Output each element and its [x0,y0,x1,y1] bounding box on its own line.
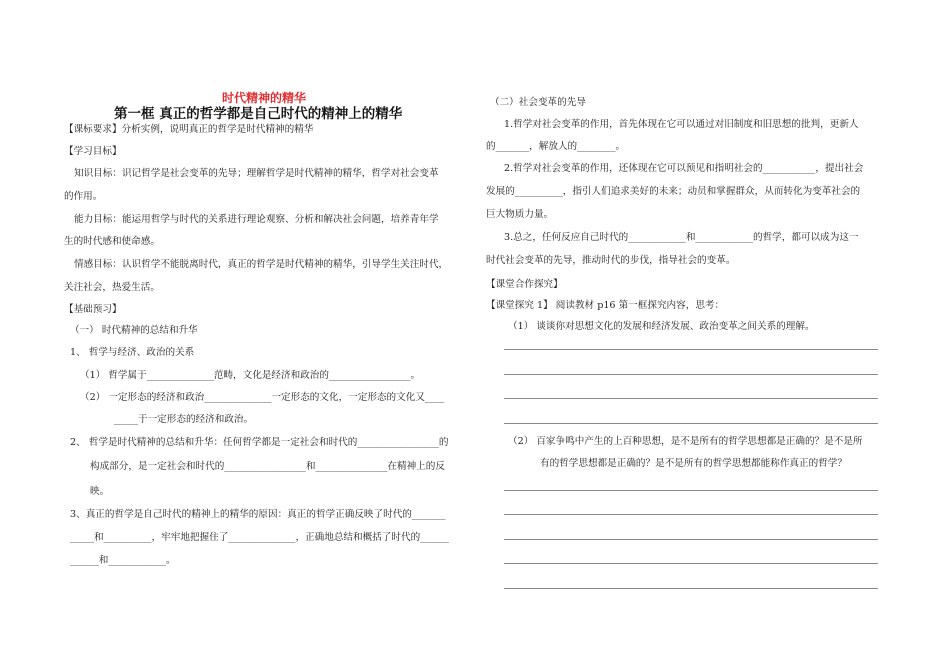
answer-line[interactable] [504,490,878,491]
answer-line[interactable] [504,423,878,424]
question-line: ______和____________。 [70,555,176,566]
question-line: _____于一定形态的经济和政治。 [114,414,254,425]
answer-line[interactable] [504,539,878,540]
answer-line[interactable] [504,374,878,375]
curriculum-requirement: 【课标要求】分析实例，说明真正的哲学是时代精神的精华 [64,124,314,135]
answer-line[interactable] [504,349,878,350]
subsection-heading: （一） 时代精神的总结和升华 [70,325,198,336]
discussion-question: （1） 谈谈你对思想文化的发展和经济发展、政治变革之间关系的理解。 [508,321,815,332]
ability-goal-line: 生的时代感和使命感。 [64,236,160,247]
knowledge-goal-line: 知识目标：识记哲学是社会变革的先导；理解哲学是时代精神的精华，哲学对社会变革 [74,168,439,179]
paragraph-line: 1.哲学对社会变革的作用，首先体现在它可以通过对旧制度和旧思想的批判，更新人 [504,119,859,130]
question-line: 映。 [90,486,110,497]
answer-line[interactable] [504,398,878,399]
inquiry-heading: 【课堂合作探究】 [486,279,563,290]
inquiry-prompt: 【课堂探究 1】 阅读教材 p16 第一框探究内容，思考： [486,300,725,311]
page-title: 时代精神的精华 [222,91,307,105]
preview-heading: 【基础预习】 [64,304,122,315]
section-title: 第一框 真正的哲学都是自己时代的精神上的精华 [114,106,403,122]
answer-line[interactable] [504,563,878,564]
paragraph-line: 的_______，解放人的________。 [486,141,626,152]
paragraph-line: 巨大物质力量。 [486,209,554,220]
discussion-question: 有的哲学思想都是正确的？是不是所有的哲学思想都能称作真正的哲学？ [540,458,847,469]
subsection-heading: （二）社会变革的先导 [490,97,586,108]
question-line: （2） 一定形态的经济和政治______________一定形态的文化，一定形态的文化又____ [80,392,445,403]
emotion-goal-line: 情感目标：认识哲学不能脱离时代，真正的哲学是时代精神的精华，引导学生关注时代， [74,259,449,270]
question-line: 构成部分，是一定社会和时代的_________________和_______________在精神上的反 [90,461,445,472]
paragraph-line: 时代社会变革的先导，推动时代的步伐，指导社会的变革。 [486,255,736,266]
emotion-goal-line: 关注社会，热爱生活。 [64,282,160,293]
ability-goal-line: 能力目标：能运用哲学与时代的关系进行理论观察、分析和解决社会问题，培养青年学 [74,214,439,225]
answer-line[interactable] [504,588,878,589]
paragraph-line: 发展的__________，指引人们追求美好的未来；动员和掌握群众，从而转化为变革社会的 [486,186,861,197]
question-line: 2、 哲学是时代精神的总结和升华：任何哲学都是一定社会和时代的_________________的 [70,437,449,448]
discussion-question: （2） 百家争鸣中产生的上百种思想，是不是所有的哲学思想都是正确的？是不是所 [508,436,863,447]
question-line: （1） 哲学属于______________范畴，文化是经济和政治的_________________。 [80,370,421,381]
paragraph-line: 2.哲学对社会变革的作用，还体现在它可以预见和指明社会的___________，提出社会 [504,163,864,174]
learning-goals-heading: 【学习目标】 [64,146,122,157]
paragraph-line: 3.总之，任何反应自己时代的____________和____________的哲学，都可以成为这一 [504,232,859,243]
question-line: 1、 哲学与经济、政治的关系 [70,347,195,358]
question-line: 3、真正的哲学是自己时代的精神上的精华的原因：真正的哲学正确反映了时代的_______ [70,509,446,520]
question-line: _____和__________，牢牢地把握住了______________，正确地总结和概括了时代的______ [70,532,449,543]
answer-line[interactable] [504,514,878,515]
knowledge-goal-line: 的作用。 [64,191,103,202]
